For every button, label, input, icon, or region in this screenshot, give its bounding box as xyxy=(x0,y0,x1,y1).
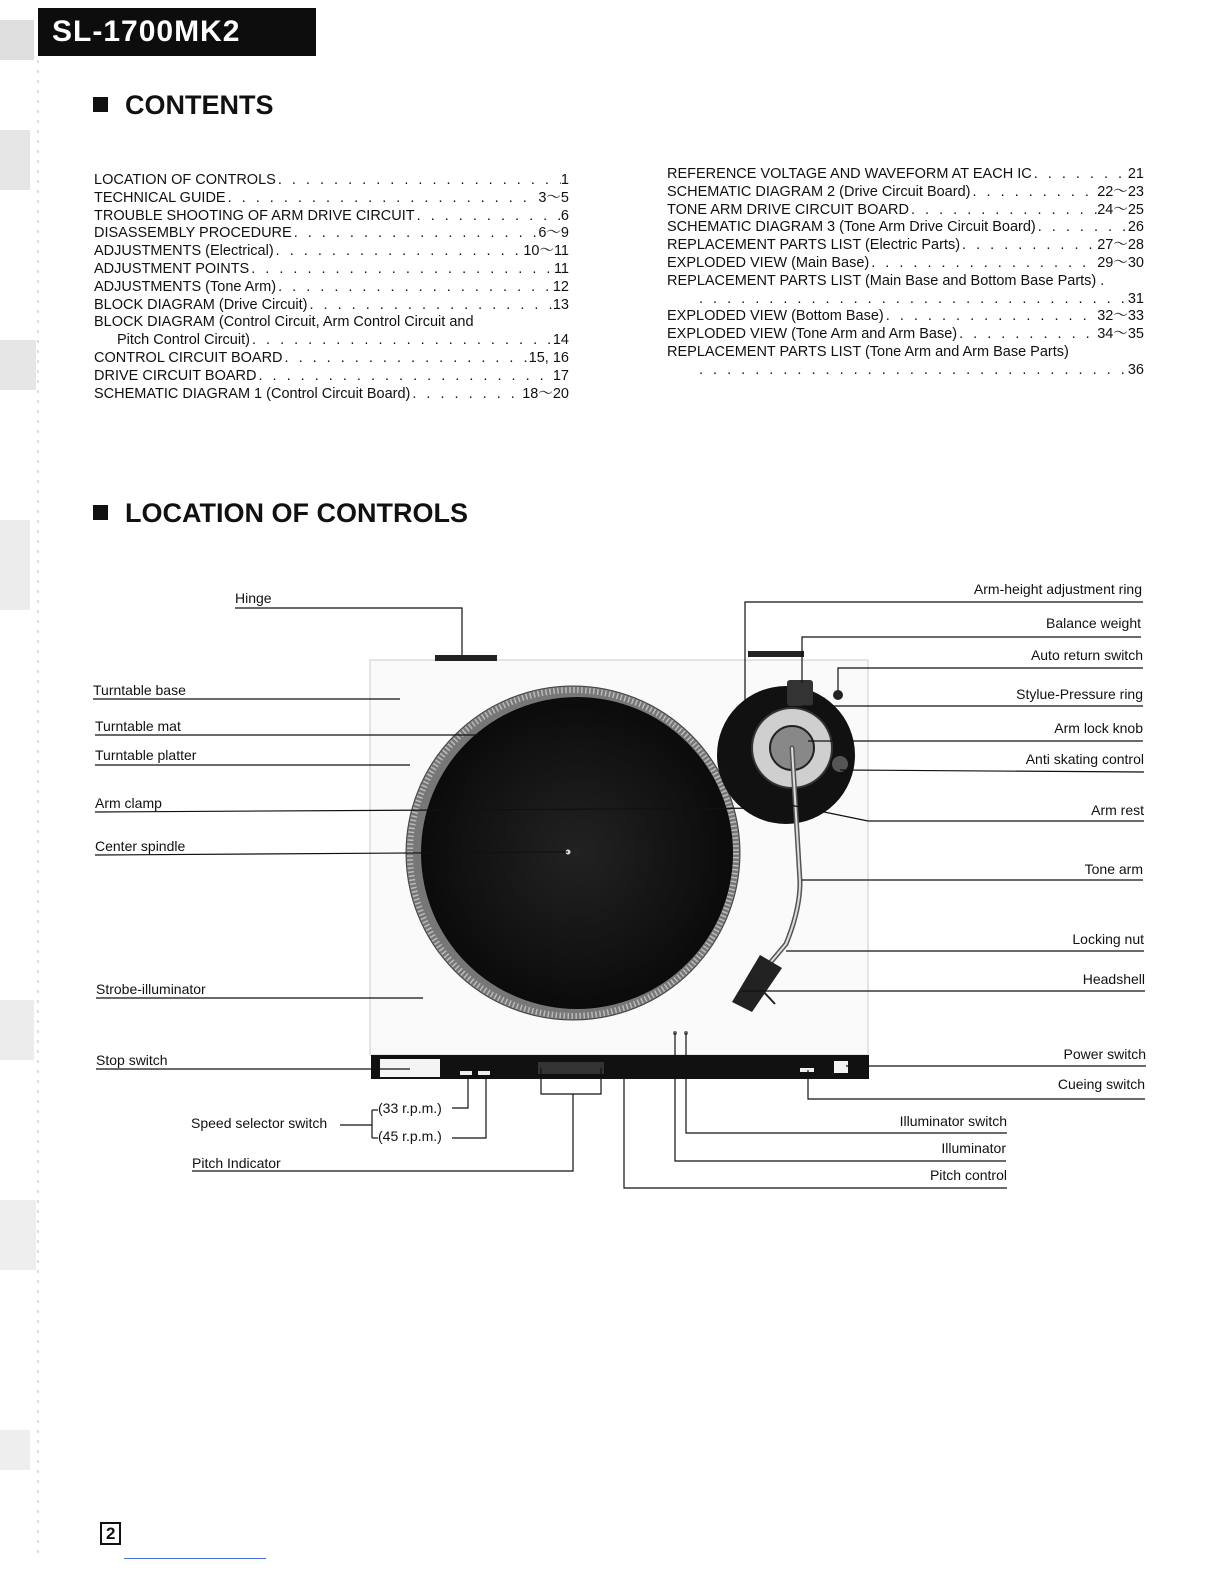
label-turntable-platter: Turntable platter xyxy=(95,747,197,763)
toc-entry-title: TECHNICAL GUIDE xyxy=(94,189,226,206)
toc-entry xyxy=(667,308,1144,326)
contents-heading xyxy=(93,90,274,121)
toc-entry-title: REPLACEMENT PARTS LIST (Main Base and Bottom Base Parts) . xyxy=(667,272,1105,289)
toc-entry xyxy=(667,237,1144,255)
toc-entry-page: 6～9 xyxy=(538,225,569,242)
label-turntable-base: Turntable base xyxy=(93,682,186,698)
toc-entry xyxy=(94,225,569,243)
label-arm-height-ring: Arm-height adjustment ring xyxy=(973,581,1142,597)
toc-entry-title: REPLACEMENT PARTS LIST (Electric Parts) xyxy=(667,237,961,254)
toc-left-column xyxy=(94,172,569,403)
toc-entry-title: EXPLODED VIEW (Bottom Base) xyxy=(667,308,884,325)
toc-entry-page: 3～5 xyxy=(538,189,569,206)
toc-entry xyxy=(94,386,569,404)
toc-entry xyxy=(667,184,1144,202)
stop-switch-shape xyxy=(380,1059,440,1077)
label-speed-selector: Speed selector switch xyxy=(191,1115,328,1131)
toc-entry xyxy=(667,255,1144,273)
label-illuminator-switch: Illuminator switch xyxy=(899,1113,1007,1129)
hinge-right-shape xyxy=(748,651,804,657)
toc-entry-page: 18～20 xyxy=(522,385,569,402)
toc-entry xyxy=(667,202,1144,220)
toc-entry-page: 1 xyxy=(560,172,569,188)
toc-entry-page: 32～33 xyxy=(1097,308,1144,325)
toc-entry-page: 13 xyxy=(552,296,569,313)
label-strobe-illuminator: Strobe-illuminator xyxy=(96,981,206,997)
toc-entry-title: REPLACEMENT PARTS LIST (Tone Arm and Arm Base Parts) xyxy=(667,343,1069,360)
toc-entry-page: 12 xyxy=(552,278,569,295)
toc-entry xyxy=(94,243,569,261)
toc-entry xyxy=(94,279,569,297)
toc-entry-title: TONE ARM DRIVE CIRCUIT BOARD xyxy=(667,201,909,218)
toc-entry-page: 29～30 xyxy=(1097,254,1144,271)
toc-entry xyxy=(667,344,1144,362)
toc-leader-dots xyxy=(283,350,529,368)
location-heading xyxy=(93,498,468,529)
toc-leader-dots xyxy=(415,208,561,226)
toc-entry-title: LOCATION OF CONTROLS xyxy=(94,172,276,188)
auto-return-button-shape xyxy=(833,690,843,700)
toc-leader-dots xyxy=(274,243,524,261)
label-pitch-indicator: Pitch Indicator xyxy=(192,1155,281,1171)
toc-entry-title: SCHEMATIC DIAGRAM 3 (Tone Arm Drive Circuit Board) xyxy=(667,219,1036,236)
label-tone-arm: Tone arm xyxy=(1084,861,1143,877)
page-number: 2 xyxy=(100,1522,121,1545)
label-stylus-pressure-ring: Stylue-Pressure ring xyxy=(1016,686,1143,702)
square-bullet-icon xyxy=(93,505,108,520)
label-arm-lock-knob: Arm lock knob xyxy=(1054,720,1143,736)
toc-entry xyxy=(94,208,569,226)
toc-entry-title: ADJUSTMENTS (Electrical) xyxy=(94,243,274,260)
label-locking-nut: Locking nut xyxy=(1072,931,1144,947)
toc-entry-page: 22～23 xyxy=(1097,183,1144,200)
bottom-link-line xyxy=(124,1558,266,1559)
label-stop-switch: Stop switch xyxy=(96,1052,168,1068)
toc-entry-title: SCHEMATIC DIAGRAM 2 (Drive Circuit Board) xyxy=(667,183,971,200)
toc-leader-dots xyxy=(410,386,522,404)
model-badge: SL-1700MK2 xyxy=(38,8,316,56)
toc-entry xyxy=(667,291,1144,309)
label-auto-return-switch: Auto return switch xyxy=(1030,647,1143,663)
toc-entry-title: BLOCK DIAGRAM (Drive Circuit) xyxy=(94,296,308,313)
toc-leader-dots xyxy=(869,255,1097,273)
power-switch-shape xyxy=(834,1061,848,1073)
toc-entry-page: 36 xyxy=(1127,361,1144,378)
balance-weight-shape xyxy=(787,680,813,706)
toc-leader-dots xyxy=(276,172,561,190)
toc-entry xyxy=(667,326,1144,344)
toc-entry xyxy=(667,219,1144,237)
toc-leader-dots xyxy=(1036,219,1128,237)
toc-leader-dots xyxy=(250,332,553,350)
toc-leader-dots xyxy=(909,202,1097,220)
toc-entry-page: 15, 16 xyxy=(528,349,569,366)
toc-leader-dots xyxy=(256,368,552,386)
toc-leader-dots xyxy=(1032,166,1128,184)
toc-leader-dots xyxy=(884,308,1097,326)
toc-entry-page: 31 xyxy=(1127,290,1144,307)
label-arm-rest: Arm rest xyxy=(1091,802,1144,818)
toc-entry xyxy=(94,261,569,279)
label-illuminator: Illuminator xyxy=(941,1140,1006,1156)
toc-entry xyxy=(667,273,1144,291)
toc-entry xyxy=(667,362,1144,380)
toc-entry-title: CONTROL CIRCUIT BOARD xyxy=(94,349,283,366)
turntable-diagram xyxy=(0,560,1224,1200)
toc-entry-page: 24～25 xyxy=(1097,201,1144,218)
label-45-rpm: (45 r.p.m.) xyxy=(378,1128,442,1144)
toc-entry-page: 26 xyxy=(1127,219,1144,236)
toc-entry-title: REFERENCE VOLTAGE AND WAVEFORM AT EACH IC xyxy=(667,166,1032,182)
toc-entry xyxy=(667,166,1144,184)
toc-leader-dots xyxy=(957,326,1097,344)
label-33-rpm: (33 r.p.m.) xyxy=(378,1100,442,1116)
label-hinge: Hinge xyxy=(235,590,272,606)
toc-entry-title: DISASSEMBLY PROCEDURE xyxy=(94,225,292,242)
toc-entry xyxy=(94,314,569,332)
toc-entry-title: EXPLODED VIEW (Main Base) xyxy=(667,254,870,271)
toc-entry-title: SCHEMATIC DIAGRAM 1 (Control Circuit Board) xyxy=(94,385,411,402)
toc-entry xyxy=(94,190,569,208)
toc-entry-page: 10～11 xyxy=(523,243,569,260)
location-heading-text: LOCATION OF CONTROLS xyxy=(125,498,468,528)
label-balance-weight: Balance weight xyxy=(1046,615,1141,631)
square-bullet-icon xyxy=(93,97,108,112)
toc-leader-dots xyxy=(292,225,539,243)
toc-leader-dots xyxy=(276,279,553,297)
label-arm-clamp: Arm clamp xyxy=(95,795,162,811)
toc-entry xyxy=(94,350,569,368)
toc-entry-title: EXPLODED VIEW (Tone Arm and Arm Base) xyxy=(667,326,958,343)
toc-entry xyxy=(94,368,569,386)
toc-leader-dots xyxy=(249,261,554,279)
toc-leader-dots xyxy=(960,237,1097,255)
toc-leader-dots xyxy=(308,297,553,315)
label-headshell: Headshell xyxy=(1082,971,1145,987)
toc-entry-page: 21 xyxy=(1127,166,1144,182)
toc-entry-page: 11 xyxy=(553,260,569,277)
label-anti-skating: Anti skating control xyxy=(1025,751,1144,767)
toc-leader-dots xyxy=(697,362,1128,380)
label-turntable-mat: Turntable mat xyxy=(95,718,181,734)
toc-leader-dots xyxy=(226,190,539,208)
toc-entry-title: Pitch Control Circuit) xyxy=(117,332,250,349)
toc-entry xyxy=(94,332,569,350)
toc-entry xyxy=(94,172,569,190)
toc-right-column xyxy=(667,166,1144,380)
control-panel-shape xyxy=(371,1055,869,1079)
toc-entry xyxy=(94,297,569,315)
label-power-switch: Power switch xyxy=(1063,1046,1146,1062)
toc-entry-title: ADJUSTMENT POINTS xyxy=(94,260,250,277)
toc-entry-title: ADJUSTMENTS (Tone Arm) xyxy=(94,278,277,295)
toc-entry-page: 34～35 xyxy=(1097,326,1144,343)
toc-entry-title: DRIVE CIRCUIT BOARD xyxy=(94,367,257,384)
contents-heading-text: CONTENTS xyxy=(125,90,274,120)
toc-leader-dots xyxy=(970,184,1097,202)
toc-entry-page: 17 xyxy=(552,367,569,384)
label-cueing-switch: Cueing switch xyxy=(1057,1076,1145,1092)
toc-entry-title: TROUBLE SHOOTING OF ARM DRIVE CIRCUIT xyxy=(94,207,415,224)
toc-leader-dots xyxy=(697,291,1128,309)
label-center-spindle: Center spindle xyxy=(95,838,186,854)
label-pitch-control: Pitch control xyxy=(929,1167,1007,1183)
toc-entry-title: BLOCK DIAGRAM (Control Circuit, Arm Control Circuit and xyxy=(94,314,474,331)
toc-entry-page: 6 xyxy=(560,207,569,224)
hinge-left-shape xyxy=(435,655,497,661)
toc-entry-page: 27～28 xyxy=(1097,237,1144,254)
toc-entry-page: 14 xyxy=(552,332,569,349)
